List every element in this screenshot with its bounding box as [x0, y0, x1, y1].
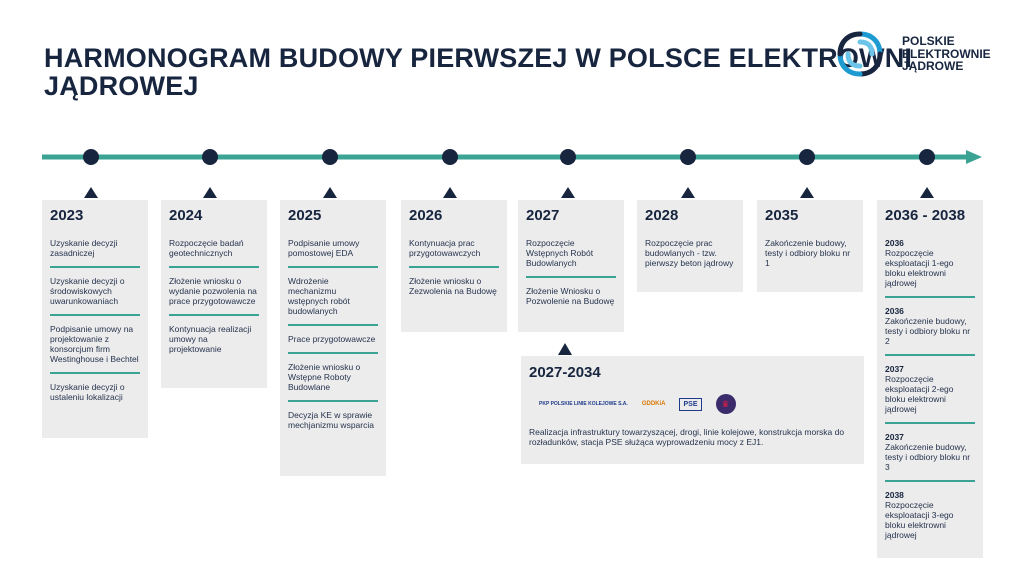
- card-2027: [518, 200, 624, 332]
- milestone: Podpisanie umowy pomostowej EDA: [288, 238, 378, 268]
- timeline-dot-2024: [202, 149, 218, 165]
- timeline-dot-2025: [322, 149, 338, 165]
- card-2036-2038: [877, 200, 983, 558]
- card-2027-2034: [521, 356, 864, 464]
- card-2028: [637, 200, 743, 292]
- timeline-dot-2026: [442, 149, 458, 165]
- timeline-dot-2027: [560, 149, 576, 165]
- milestone-text: Rozpoczęcie eksploatacji 1-ego bloku elektrowni jądrowej: [885, 248, 954, 288]
- page-title: HARMONOGRAM BUDOWY PIERWSZEJ W POLSCE ELEKTROWNI JĄDROWEJ: [44, 43, 913, 101]
- timeline-dot-2035: [799, 149, 815, 165]
- card-2025: [280, 200, 386, 476]
- logo-line-2: ELEKTROWNIE: [902, 46, 991, 61]
- milestone: Kontynuacja realizacji umowy na projektowanie: [169, 324, 252, 354]
- card-2026: [401, 200, 507, 332]
- card-year: 2027-2034: [529, 364, 601, 381]
- card-2023: [42, 200, 148, 438]
- milestone: Złożenie wniosku o Zezwolenia na Budowę: [409, 276, 497, 296]
- logo-line-1: POLSKIE: [902, 34, 955, 48]
- milestone: Uzyskanie decyzji zasadniczej: [50, 238, 140, 268]
- milestone-year: 2036: [885, 238, 904, 248]
- milestone-year: 2037: [885, 432, 904, 442]
- card-year: 2025: [288, 207, 322, 224]
- card-2024: [161, 200, 267, 388]
- timeline-dot-2036: [919, 149, 935, 165]
- milestone: Decyzja KE w sprawie mechjanizmu wsparcia: [288, 410, 374, 430]
- milestone: Uzyskanie decyzji o ustaleniu lokalizacji: [50, 382, 125, 402]
- partner-logos: [539, 393, 856, 415]
- milestone: Zakończenie budowy, testy i odbiory bloku nr 1: [765, 238, 851, 268]
- logo-line-3: JĄDROWE: [902, 59, 964, 73]
- pse-logo: PSE: [679, 398, 701, 411]
- card-year: 2023: [50, 207, 84, 224]
- milestone: Złożenie wniosku o wydanie pozwolenia na prace przygotowawcze: [169, 276, 259, 316]
- card-year: 2026: [409, 207, 443, 224]
- card-description: Realizacja infrastruktury towarzyszącej, drogi, linie kolejowe, konstrukcja morska do rozładunków, stacja PSE służąca wyprowadzeniu mocy z EJ1.: [529, 427, 845, 447]
- milestone: Podpisanie umowy na projektowanie z konsorcjum firm Westinghouse i Bechtel: [50, 324, 140, 374]
- milestone-text: Zakończenie budowy, testy i odbiory bloku nr 3: [885, 442, 971, 472]
- milestone: [885, 490, 975, 540]
- card-year: 2027: [526, 207, 560, 224]
- timeline: [0, 140, 1024, 200]
- pointer-2036: [920, 187, 934, 198]
- pointer-2024: [203, 187, 217, 198]
- milestone: Rozpoczęcie prac budowlanych - tzw. pierwszy beton jądrowy: [645, 238, 734, 268]
- card-year: 2036 - 2038: [885, 207, 966, 224]
- pointer-2023: [84, 187, 98, 198]
- milestone: [885, 364, 975, 424]
- pointer-2025: [323, 187, 337, 198]
- pointer-2027-2034: [557, 342, 573, 356]
- milestone: Złożenie Wniosku o Pozwolenie na Budowę: [526, 286, 615, 306]
- logo-swirl-icon: [832, 26, 888, 82]
- milestone: Kontynuacja prac przygotowawczych: [409, 238, 499, 268]
- pkp-logo: PKP POLSKIE LINIE KOLEJOWE S.A.: [539, 401, 628, 407]
- pointer-2028: [681, 187, 695, 198]
- milestone: Uzyskanie decyzji o środowiskowych uwarunkowaniach: [50, 276, 140, 316]
- milestone: Rozpoczęcie Wstępnych Robót Budowlanych: [526, 238, 616, 278]
- milestone: [885, 432, 975, 482]
- milestone: Prace przygotowawcze: [288, 334, 378, 354]
- logo-text: [902, 35, 1012, 73]
- pointer-2026: [443, 187, 457, 198]
- timeline-dot-2028: [680, 149, 696, 165]
- milestone: [885, 306, 975, 356]
- pointer-2027: [561, 187, 575, 198]
- card-2035: [757, 200, 863, 292]
- milestone-text: Rozpoczęcie eksploatacji 2-ego bloku elektrowni jądrowej: [885, 374, 954, 414]
- milestone: Wdrożenie mechanizmu wstępnych robót budowlanych: [288, 276, 378, 326]
- timeline-dot-2023: [83, 149, 99, 165]
- timeline-arrow-icon: [966, 150, 982, 164]
- milestone: Złożenie wniosku o Wstępne Roboty Budowlane: [288, 362, 378, 402]
- card-year: 2028: [645, 207, 679, 224]
- milestone-year: 2036: [885, 306, 904, 316]
- milestone: [885, 238, 975, 298]
- seal-icon: ♛: [716, 394, 736, 414]
- milestone: Rozpoczęcie badań geotechnicznych: [169, 238, 259, 268]
- card-year: 2024: [169, 207, 203, 224]
- milestone-year: 2038: [885, 490, 904, 500]
- card-year: 2035: [765, 207, 799, 224]
- pointer-2035: [800, 187, 814, 198]
- gddkia-logo: GDDKiA: [641, 401, 666, 407]
- milestone-text: Rozpoczęcie eksploatacji 3-ego bloku elektrowni jądrowej: [885, 500, 954, 540]
- logo: [832, 26, 1012, 82]
- milestone-text: Zakończenie budowy, testy i odbiory bloku nr 2: [885, 316, 971, 346]
- milestone-year: 2037: [885, 364, 904, 374]
